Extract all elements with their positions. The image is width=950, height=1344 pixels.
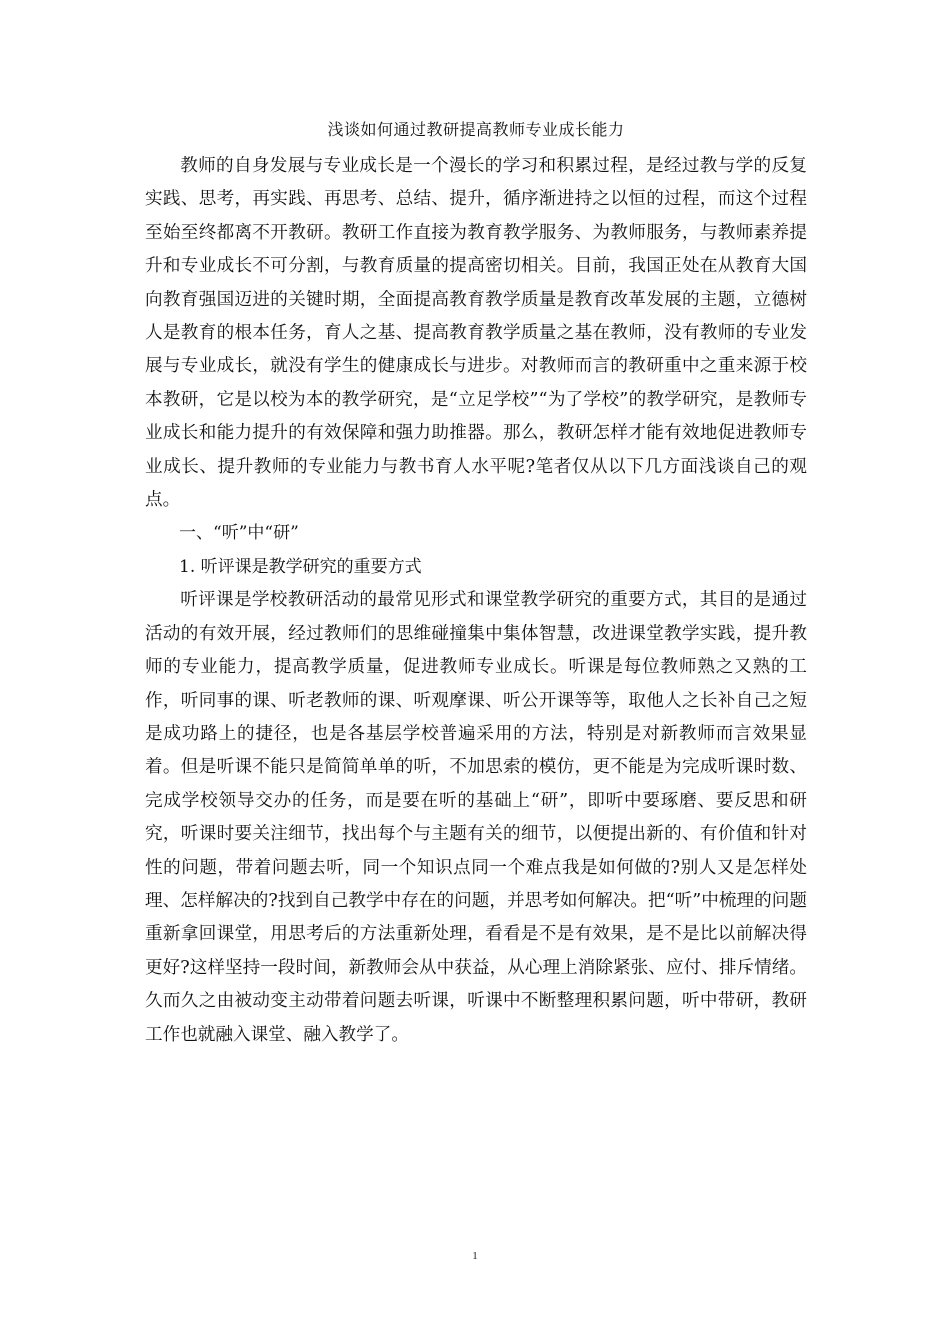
document-title: 浅谈如何通过教研提高教师专业成长能力 [327, 120, 625, 139]
intro-paragraph: 教师的自身发展与专业成长是一个漫长的学习和积累过程，是经过教与学的反复实践、思考，再实践、再思考、总结、提升，循序渐进持之以恒的过程，而这个过程至始至终都离不开教研。教研工作直接为教育教学服务、为教师服务，与教师素养提升和专业成长不可分割，与教育质量的提高密切相关。目前，我国正处在从教育大国向教育强国迈进的关键时期，全面提高教育教学质量是教育改革发展的主题，立德树人是教育的根本任务，育人之基、提高教育教学质量之基在教师，没有教师的专业发展与专业成长，就没有学生的健康成长与进步。对教师而言的教研重中之重来源于校本教研，它是以校为本的教学研究，是“立足学校”“为了学校”的教学研究，是教师专业成长和能力提升的有效保障和强力助推器。那么，教研怎样才能有效地促进教师专业成长、提升教师的专业能力与教书育人水平呢?笔者仅从以下几方面浅谈自己的观点。 [145, 156, 807, 511]
page-number: 1 [472, 1250, 478, 1262]
document-body [145, 116, 807, 1052]
section-heading-1: 一、“听”中“研” [179, 523, 299, 544]
section-1-paragraph: 听评课是学校教研活动的最常见形式和课堂教学研究的重要方式，其目的是通过活动的有效开展，经过教师们的思维碰撞集中集体智慧，改进课堂教学实践，提升教师的专业能力，提高教学质量，促进教师专业成长。听课是每位教师熟之又熟的工作，听同事的课、听老教师的课、听观摩课、听公开课等等，取他人之长补自己之短是成功路上的捷径，也是各基层学校普遍采用的方法，特别是对新教师而言效果显着。但是听课不能只是简简单单的听，不加思索的模仿，更不能是为完成听课时数、完成学校领导交办的任务，而是要在听的基础上“研”，即听中要琢磨、要反思和研究，听课时要关注细节，找出每个与主题有关的细节，以便提出新的、有价值和针对性的问题，带着问题去听，同一个知识点同一个难点我是如何做的?别人又是怎样处理、怎样解决的?找到自己教学中存在的问题，并思考如何解决。把“听”中梳理的问题重新拿回课堂，用思考后的方法重新处理，看看是不是有效果，是不是比以前解决得更好?这样坚持一段时间，新教师会从中获益，从心理上消除紧张、应付、排斥情绪。久而久之由被动变主动带着问题去听课，听课中不断整理积累问题，听中带研，教研工作也就融入课堂、融入教学了。 [145, 590, 807, 1045]
subsection-heading-1-1: 1. 听评课是教学研究的重要方式 [179, 556, 422, 577]
